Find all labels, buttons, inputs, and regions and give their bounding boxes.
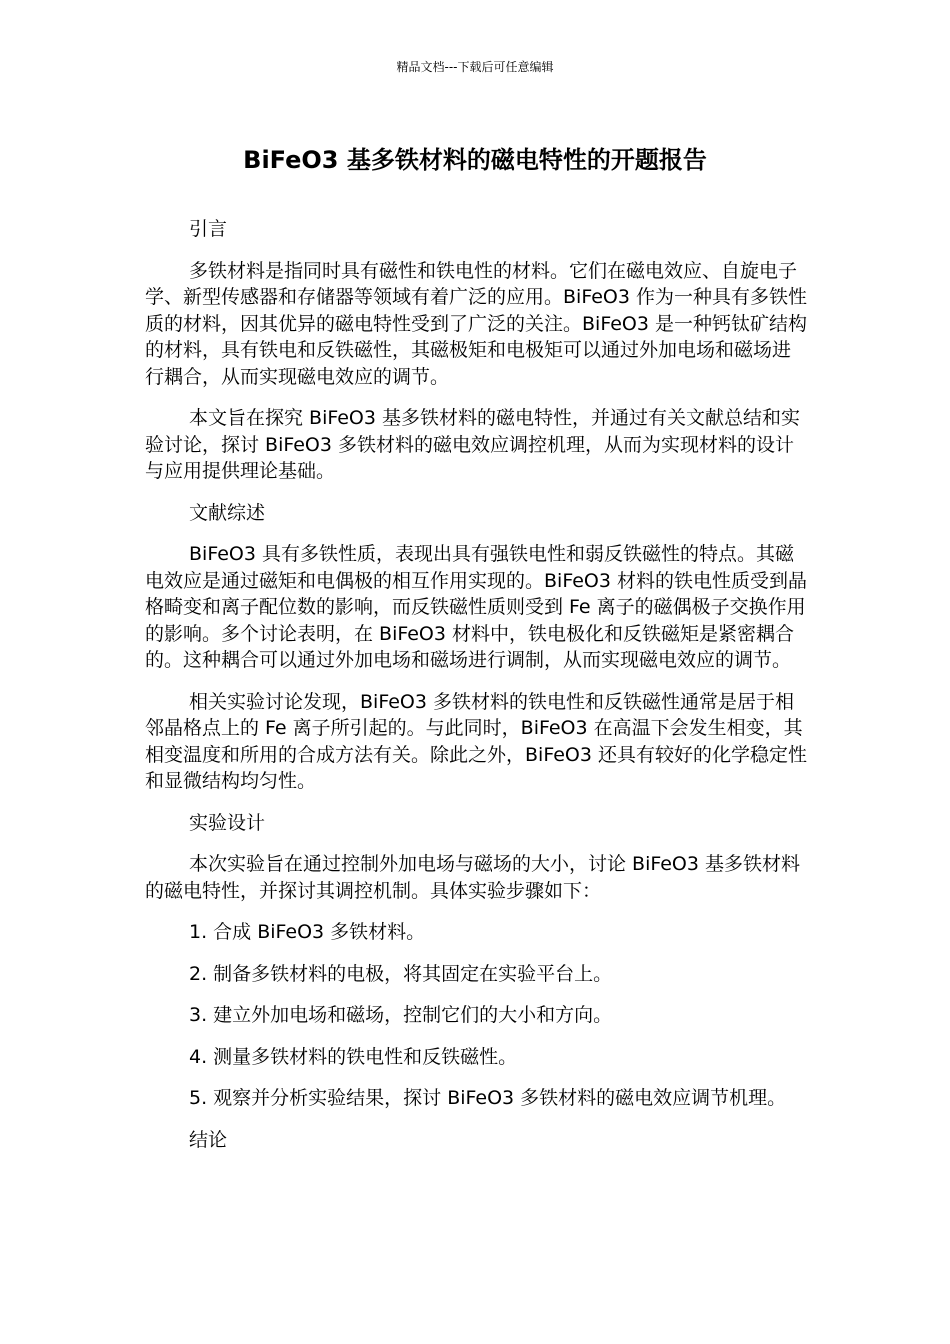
section-heading-design: 实验设计 — [189, 811, 266, 834]
document-title: BiFeO3 基多铁材料的磁电特性的开题报告 — [243, 146, 707, 174]
section-heading-review: 文献综述 — [189, 501, 266, 524]
section-heading-conclusion: 结论 — [189, 1128, 228, 1151]
step-item: 3. 建立外加电场和磁场，控制它们的大小和方向。 — [189, 1004, 613, 1026]
step-item: 4. 测量多铁材料的铁电性和反铁磁性。 — [189, 1045, 518, 1068]
intro-paragraph-2: 本文旨在探究 BiFeO3 基多铁材料的磁电特性，并通过有关文献总结和实验讨论，探讨 BiFeO3 多铁材料的磁电效应调控机理，从而为实现材料的设计与应用提供理论基础。 — [145, 407, 801, 482]
review-paragraph-1: BiFeO3 具有多铁性质，表现出具有强铁电性和弱反铁磁性的特点。其磁电效应是通过磁矩和电偶极的相互作用实现的。BiFeO3 材料的铁电性质受到晶格畸变和离子配位数的影响，而反铁磁性质则受到 Fe 离子的磁偶极子交换作用的影响。多个讨论表明，在 BiFeO3 材料中，铁电极化和反铁磁矩是紧密耦合的。这种耦合可以通过外加电场和磁场进行调制，从而实现磁电效应的调节。 — [145, 543, 807, 671]
review-paragraph-2: 相关实验讨论发现，BiFeO3 多铁材料的铁电性和反铁磁性通常是居于相邻晶格点上的 Fe 离子所引起的。与此同时，BiFeO3 在高温下会发生相变，其相变温度和所用的合成方法有关。除此之外，BiFeO3 还具有较好的化学稳定性和显微结构均匀性。 — [145, 690, 807, 792]
step-item: 5. 观察并分析实验结果，探讨 BiFeO3 多铁材料的磁电效应调节机理。 — [189, 1087, 787, 1109]
design-paragraph: 本次实验旨在通过控制外加电场与磁场的大小，讨论 BiFeO3 基多铁材料的磁电特性，并探讨其调控机制。具体实验步骤如下： — [145, 853, 801, 902]
step-item: 2. 制备多铁材料的电极，将其固定在实验平台上。 — [189, 962, 613, 985]
section-heading-intro: 引言 — [189, 218, 228, 240]
step-item: 1. 合成 BiFeO3 多铁材料。 — [189, 921, 426, 943]
document-body — [145, 216, 807, 1168]
intro-paragraph-1: 多铁材料是指同时具有磁性和铁电性的材料。它们在磁电效应、自旋电子学、新型传感器和存储器等领域有着广泛的应用。BiFeO3 作为一种具有多铁性质的材料，因其优异的磁电特性受到了广泛的关注。BiFeO3 是一种钙钛矿结构的材料，具有铁电和反铁磁性，其磁极矩和电极矩可以通过外加电场和磁场进行耦合，从而实现磁电效应的调节。 — [145, 259, 807, 388]
page-header: 精品文档---下载后可任意编辑 — [396, 60, 554, 74]
